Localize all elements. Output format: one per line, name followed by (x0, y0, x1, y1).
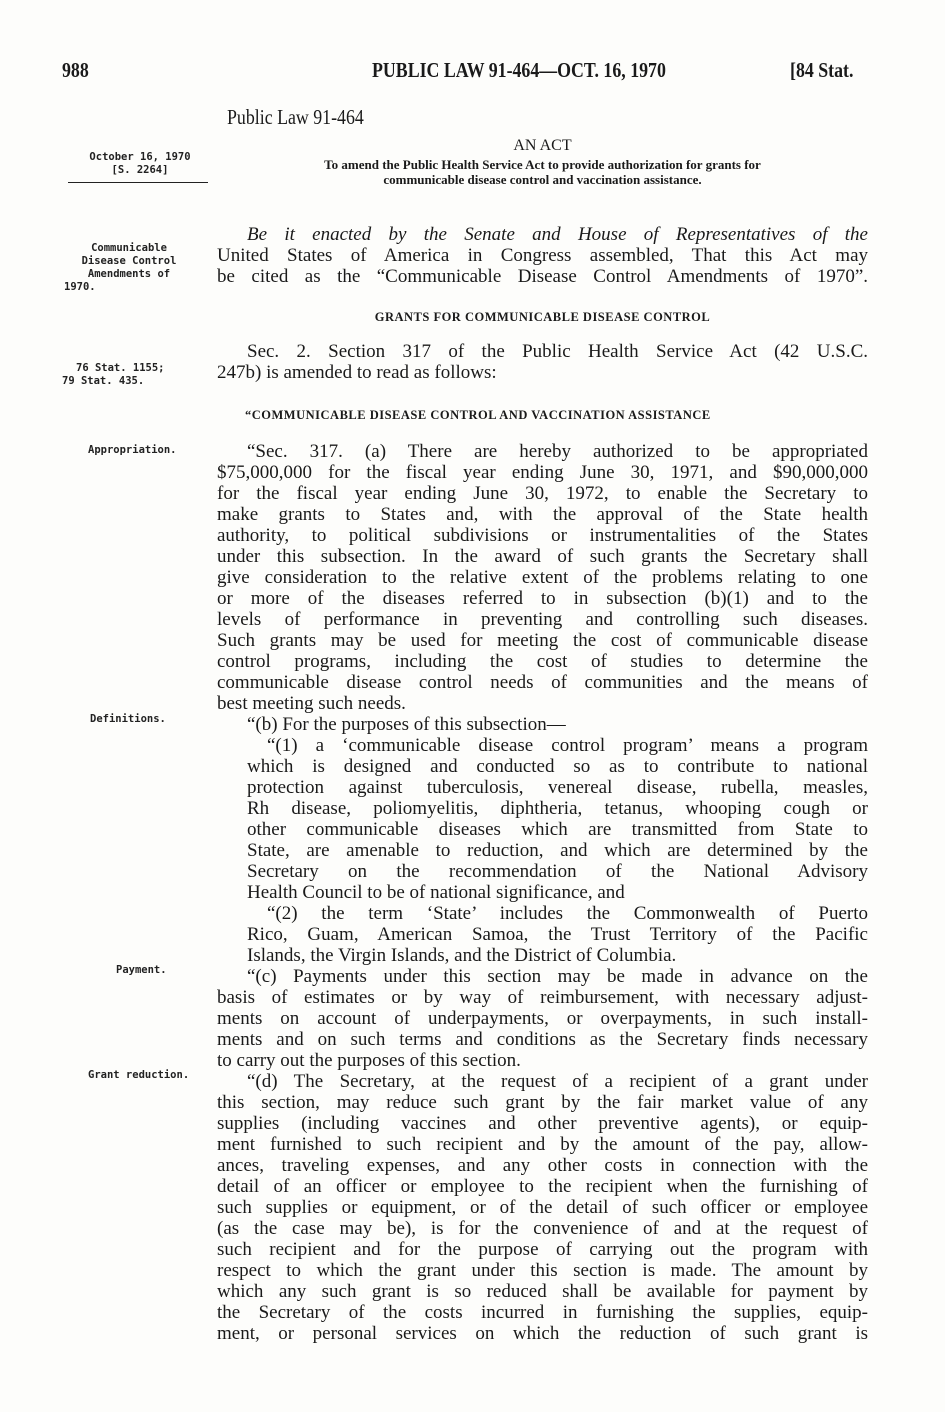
section-317b2 (217, 903, 868, 966)
text-line: Islands, the Virgin Islands, and the District of Columbia. (247, 945, 677, 966)
section-2 (217, 341, 868, 383)
text-line: Secretary on the recommendation of the National Advisory (247, 861, 868, 882)
section-317b1 (217, 735, 868, 903)
text-line: Health Council to be of national significance, and (247, 882, 625, 903)
margin-line: 79 Stat. 435. (62, 375, 145, 387)
text-line: authority, to political subdivisions or instrumentalities of the States (217, 525, 868, 546)
text-line: “Sec. 317. (a) There are hereby authorized to be appropriated (247, 441, 868, 462)
text-line: for the fiscal year ending June 30, 1972, to enable the Secretary to (217, 483, 868, 504)
act-title-line: To amend the Public Health Service Act to provide authorization for grants for (324, 157, 761, 172)
text-line: United States of America in Congress assembled, That this Act may (217, 245, 868, 266)
margin-citation (62, 362, 165, 388)
text-line: “(c) Payments under this section may be made in advance on the (247, 966, 868, 987)
text-line: Rh disease, poliomyelitis, diphtheria, tetanus, whooping cough or (247, 798, 868, 819)
text-line: other communicable diseases which are transmitted from State to (247, 819, 868, 840)
text-line: the Secretary of the costs incurred in furnishing the supplies, equip- (217, 1302, 868, 1323)
margin-line: Amendments of (87, 268, 171, 280)
text-line: to carry out the purposes of this section. (217, 1050, 521, 1071)
section-317d (217, 1071, 868, 1344)
text-line: Rico, Guam, American Samoa, the Trust Territory of the Pacific (247, 924, 868, 945)
margin-grant-reduction: Grant reduction. (88, 1069, 190, 1081)
text-line: 247b) is amended to read as follows: (217, 362, 497, 383)
section-317c (217, 966, 868, 1071)
margin-short-title (64, 242, 194, 294)
text-line: give consideration to the relative extent of the problems relating to one (217, 567, 868, 588)
text-line: ments on account of underpayments, or overpayments, in such install- (217, 1008, 868, 1029)
text-line: Such grants may be used for meeting the cost of communicable disease (217, 630, 868, 651)
section-317b (217, 714, 868, 735)
text-line: ances, traveling expenses, and any other costs in connection with the (217, 1155, 868, 1176)
act-title-line: communicable disease control and vaccination assistance. (383, 172, 702, 187)
text-line: “(d) The Secretary, at the request of a recipient of a grant under (247, 1071, 868, 1092)
text-line: protection against tuberculosis, venereal disease, rubella, measles, (247, 777, 868, 798)
text-line: State, are amenable to reduction, and which are determined by the (247, 840, 868, 861)
text-line: ment furnished to such recipient and by the amount of the pay, allow- (217, 1134, 868, 1155)
text-line: be cited as the “Communicable Disease Control Amendments of 1970”. (217, 266, 868, 287)
margin-line: 1970. (64, 281, 96, 293)
text-line: detail of an officer or employee to the recipient when the furnishing of (217, 1176, 868, 1197)
heading-assistance: “COMMUNICABLE DISEASE CONTROL AND VACCINATION ASSISTANCE (245, 408, 711, 422)
text-line: make grants to States and, with the approval of the State health (217, 504, 868, 525)
section-317a (217, 441, 868, 714)
text-line: “(b) For the purposes of this subsection— (247, 714, 566, 735)
enacting-clause (217, 224, 868, 287)
margin-appropriation: Appropriation. (88, 444, 177, 456)
act-title (217, 157, 868, 187)
text-line: under this subsection. In the award of such grants the Secretary shall (217, 546, 868, 567)
text-line: this section, may reduce such grant by the fair market value of any (217, 1092, 868, 1113)
act-label: AN ACT (513, 137, 572, 154)
text-line: “(2) the term ‘State’ includes the Commonwealth of Puerto (267, 903, 868, 924)
text-line: $75,000,000 for the fiscal year ending June 30, 1971, and $90,000,000 (217, 462, 868, 483)
text-line: which is designed and conducted so as to contribute to national (247, 756, 868, 777)
text-line: “(1) a ‘communicable disease control program’ means a program (267, 735, 868, 756)
law-number: Public Law 91-464 (227, 105, 364, 129)
text-line: levels of performance in preventing and controlling such diseases. (217, 609, 868, 630)
text-line: such recipient and for the purpose of carrying out the program with (217, 1239, 868, 1260)
bill-number: [S. 2264] (111, 164, 169, 176)
margin-payment: Payment. (116, 964, 167, 976)
text-line: Sec. 2. Section 317 of the Public Health Service Act (42 U.S.C. (247, 341, 868, 362)
volume-reference: [84 Stat. (790, 58, 854, 82)
text-line: such supplies or equipment, or of the detail of such officer or employee (217, 1197, 868, 1218)
text-line: communicable disease control needs of communities and the means of (217, 672, 868, 693)
margin-definitions: Definitions. (90, 713, 166, 725)
text-line: control programs, including the cost of studies to determine the (217, 651, 868, 672)
enactment-date: October 16, 1970 (89, 151, 191, 163)
text-line: best meeting such needs. (217, 693, 406, 714)
page-number: 988 (62, 58, 89, 82)
margin-rule (68, 182, 208, 183)
text-line: ments and on such terms and conditions as the Secretary finds necessary (217, 1029, 868, 1050)
text-line: which any such grant is so reduced shall be available for payment by (217, 1281, 868, 1302)
margin-line: 76 Stat. 1155; (76, 362, 165, 374)
margin-line: Communicable (91, 242, 167, 254)
text-line: respect to which the grant under this section is made. The amount by (217, 1260, 868, 1281)
text-line: or more of the diseases referred to in subsection (b)(1) and to the (217, 588, 868, 609)
running-title: PUBLIC LAW 91-464—OCT. 16, 1970 (372, 58, 666, 82)
text-line: ment, or personal services on which the reduction of such grant is (217, 1323, 868, 1344)
text-line: Be it enacted by the Senate and House of Representatives of the (247, 224, 868, 245)
text-line: basis of estimates or by way of reimbursement, with necessary adjust- (217, 987, 868, 1008)
margin-line: Disease Control (81, 255, 177, 267)
margin-date (78, 151, 202, 177)
text-line: supplies (including vaccines and other preventive agents), or equip- (217, 1113, 868, 1134)
text-line: (as the case may be), is for the convenience of and at the request of (217, 1218, 868, 1239)
heading-grants: GRANTS FOR COMMUNICABLE DISEASE CONTROL (374, 310, 711, 324)
